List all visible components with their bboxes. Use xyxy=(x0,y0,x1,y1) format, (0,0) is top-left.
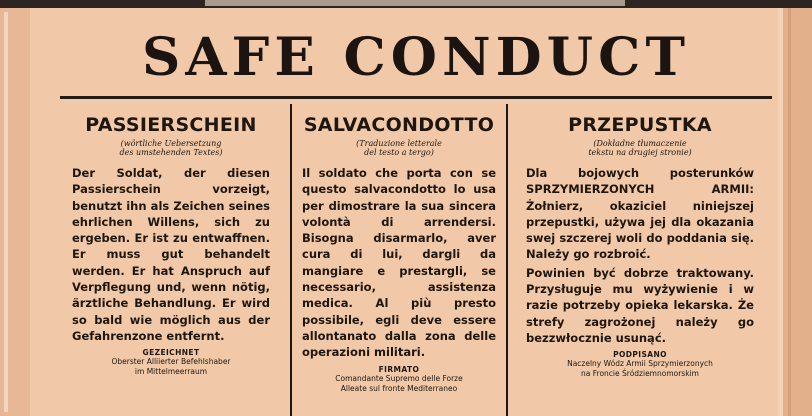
column-body xyxy=(518,165,762,346)
column-body xyxy=(302,165,496,361)
column-italian xyxy=(302,114,496,416)
signature-label: PODPISANO xyxy=(613,350,667,360)
title-underline xyxy=(60,96,772,99)
column-subtitle: (Traduzione letterale del testo a tergo) xyxy=(356,139,442,157)
column-subtitle: (wörtliche Uebersetzung des umstehenden Textes) xyxy=(119,139,223,157)
body-paragraph: Il soldato che porta con se questo salvacondotto lo usa per dimostrare la sua sincera volontà di arrendersi. Bisogna disarmarlo, aver cura di lui, dargli da mangiare e prestargli, se necessario, assistenza medica. Al più presto possibile, egli deve essere allontanato dalla zona delle operazioni militari. xyxy=(302,166,496,360)
body-paragraph: Dla bojowych posterunków SPRZYMIERZONYCH ARMII: Żołnierz, okaziciel niniejszej przepustki, używa jej dla okazania swej szczerej woli do poddania się. Należy go rozbroić. xyxy=(526,166,754,262)
signature-text: Naczelny Wódz Armii Sprzymierzonych na Froncie Śródziemnomorskim xyxy=(567,359,713,379)
column-divider-1 xyxy=(290,104,292,416)
column-subtitle: (Dokładne tłumaczenie tekstu na drugiej stronie) xyxy=(588,139,692,157)
column-german xyxy=(72,114,270,416)
column-heading: SALVACONDOTTO xyxy=(303,114,495,136)
column-divider-2 xyxy=(506,104,508,416)
signature-text: Comandante Supremo delle Forze Alleate sul fronte Mediterraneo xyxy=(335,373,463,393)
column-body xyxy=(72,165,270,344)
right-page-edge xyxy=(778,8,812,416)
leaflet-title: SAFE CONDUCT xyxy=(141,27,691,88)
signature-label: GEZEICHNET xyxy=(142,348,200,358)
column-polish xyxy=(518,114,762,416)
body-paragraph: Der Soldat, der diesen Passierschein vorzeigt, benutzt ihn als Zeichen seines ehrlichen Willens, sich zu ergeben. Er ist zu entwaffnen. Er muss gut behandelt werden. Er hat Anspruch auf Verpflegung und, wenn nötig, ärztliche Behandlung. Er wird so bald wie möglich aus der Gefahrenzone entfernt. xyxy=(72,166,270,343)
body-paragraph: Powinien być dobrze traktowany. Przysługuje mu wyżywienie i w razie potrzeby opieka lekarska. Że strefy zagrożonej należy go bezzwłocznie usunąć. xyxy=(526,265,754,345)
signature-label: FIRMATO xyxy=(378,364,420,374)
column-heading: PRZEPUSTKA xyxy=(568,114,712,136)
signature-text: Oberster Alliierter Befehlshaber im Mittelmeerraum xyxy=(111,357,231,377)
column-heading: PASSIERSCHEIN xyxy=(85,114,257,136)
top-dark-border xyxy=(0,0,812,8)
left-page-edge xyxy=(0,8,30,416)
